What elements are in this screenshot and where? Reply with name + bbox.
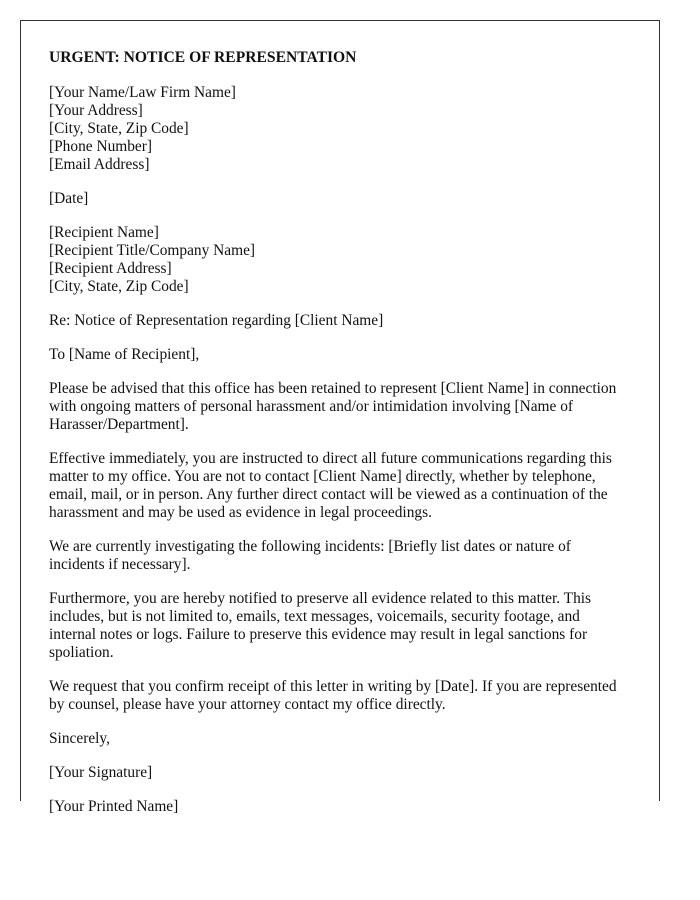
paragraph-preserve-evidence: Furthermore, you are hereby notified to preserve all evidence related to this matter. This includes, but is not limited to, emails, text messages, voicemails, security footage, and internal notes or logs. Failure to preserve this evidence may result in legal sanctions for spoliation. xyxy=(49,590,592,661)
recipient-city-state-zip: [City, State, Zip Code] xyxy=(49,278,189,295)
paragraph-incidents: We are currently investigating the following incidents: [Briefly list dates or nature of incidents if necessary]. xyxy=(49,538,571,573)
sender-block xyxy=(49,84,629,174)
paragraph-no-contact: Effective immediately, you are instructed to direct all future communications regarding this matter to my office. You are not to contact [Client Name] directly, whether by telephone, email, mail, or in person. Any further direct contact will be viewed as a continuation of the harassment and may be used as evidence in legal proceedings. xyxy=(49,450,612,521)
closing: Sincerely, xyxy=(49,730,110,747)
paragraph-confirm-receipt: We request that you confirm receipt of this letter in writing by [Date]. If you are represented by counsel, please have your attorney contact my office directly. xyxy=(49,678,617,713)
subject-line: Re: Notice of Representation regarding [Client Name] xyxy=(49,312,384,329)
letter-page xyxy=(20,20,660,815)
letter-title: URGENT: NOTICE OF REPRESENTATION xyxy=(49,49,357,66)
sender-phone: [Phone Number] xyxy=(49,138,153,155)
sender-email: [Email Address] xyxy=(49,156,150,173)
recipient-title-company: [Recipient Title/Company Name] xyxy=(49,242,256,259)
recipient-address: [Recipient Address] xyxy=(49,260,172,277)
recipient-name: [Recipient Name] xyxy=(49,224,159,241)
signature: [Your Signature] xyxy=(49,764,153,781)
paragraph-retained: Please be advised that this office has been retained to represent [Client Name] in connection with ongoing matters of personal harassment and/or intimidation involving [Name of Harasser/Department]. xyxy=(49,380,617,433)
letter-content xyxy=(49,48,629,832)
printed-name: [Your Printed Name] xyxy=(49,798,179,815)
sender-name: [Your Name/Law Firm Name] xyxy=(49,84,236,101)
recipient-block xyxy=(49,224,629,296)
salutation: To [Name of Recipient], xyxy=(49,346,200,363)
sender-address: [Your Address] xyxy=(49,102,143,119)
letter-date: [Date] xyxy=(49,190,89,207)
sender-city-state-zip: [City, State, Zip Code] xyxy=(49,120,189,137)
